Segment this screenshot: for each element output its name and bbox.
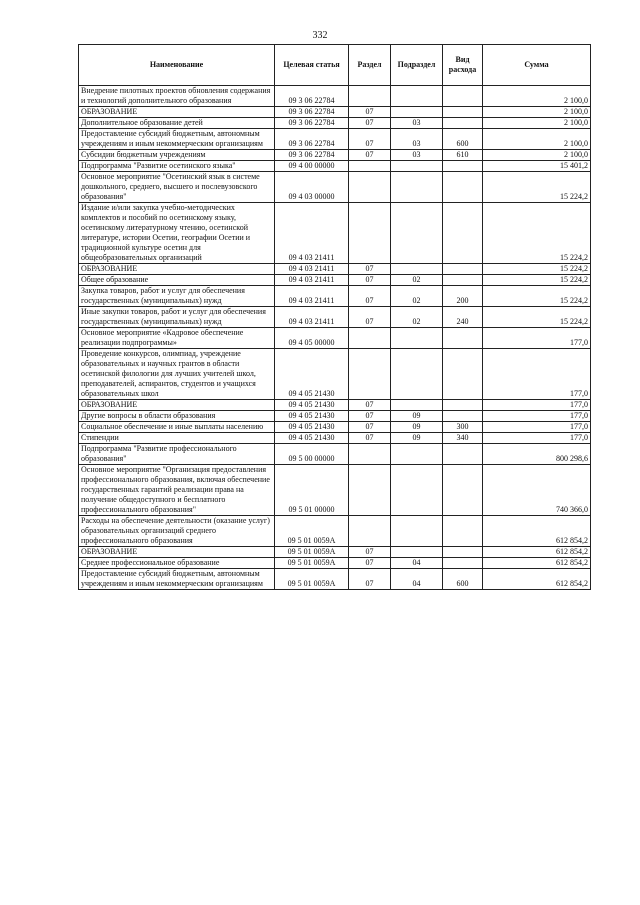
row-target-article: 09 3 06 22784: [275, 86, 349, 107]
row-sum: 800 298,6: [483, 444, 591, 465]
row-subsection: [391, 107, 443, 118]
row-expense-kind: [443, 118, 483, 129]
row-name: Проведение конкурсов, олимпиад, учреждение образовательных и научных грантов в области осетинской филологии для лучших учителей школ, преподавателей, аспирантов, студентов и учащихся образовательных школ: [79, 349, 275, 400]
row-sum: 2 100,0: [483, 118, 591, 129]
row-sum: 740 366,0: [483, 465, 591, 516]
row-subsection: [391, 349, 443, 400]
table-row: [79, 264, 591, 275]
header-article: Целевая статья: [275, 45, 349, 86]
row-name: Издание и/или закупка учебно-методических комплектов и пособий по осетинскому языку, осетинскому литературному чтению, осетинской литературе, истории Осетии, географии Осетии и традиционной культуре осетин для общеобразовательных организаций: [79, 203, 275, 264]
row-name: ОБРАЗОВАНИЕ: [79, 400, 275, 411]
row-expense-kind: 240: [443, 307, 483, 328]
row-name: Иные закупки товаров, работ и услуг для обеспечения государственных (муниципальных) нужд: [79, 307, 275, 328]
row-section: 07: [349, 307, 391, 328]
row-name: Предоставление субсидий бюджетным, автономным учреждениям и иным некоммерческим организациям: [79, 129, 275, 150]
table-row: [79, 411, 591, 422]
row-name: Дополнительное образование детей: [79, 118, 275, 129]
row-sum: 15 224,2: [483, 286, 591, 307]
row-section: 07: [349, 129, 391, 150]
row-name: ОБРАЗОВАНИЕ: [79, 264, 275, 275]
row-subsection: 09: [391, 422, 443, 433]
row-target-article: 09 5 01 0059А: [275, 558, 349, 569]
row-expense-kind: [443, 264, 483, 275]
row-sum: 15 224,2: [483, 264, 591, 275]
table-row: [79, 86, 591, 107]
row-subsection: [391, 86, 443, 107]
row-expense-kind: [443, 547, 483, 558]
table-row: [79, 547, 591, 558]
row-section: 07: [349, 433, 391, 444]
row-target-article: 09 3 06 22784: [275, 107, 349, 118]
row-target-article: 09 4 03 00000: [275, 172, 349, 203]
header-name: Наименование: [79, 45, 275, 86]
budget-table: [78, 44, 591, 590]
row-expense-kind: [443, 444, 483, 465]
row-subsection: 02: [391, 275, 443, 286]
row-subsection: 09: [391, 433, 443, 444]
row-target-article: 09 5 01 0059А: [275, 547, 349, 558]
row-subsection: 03: [391, 129, 443, 150]
row-target-article: 09 5 01 0059А: [275, 516, 349, 547]
table-row: [79, 129, 591, 150]
row-name: Стипендии: [79, 433, 275, 444]
row-target-article: 09 3 06 22784: [275, 129, 349, 150]
row-target-article: 09 4 03 21411: [275, 286, 349, 307]
row-name: Расходы на обеспечение деятельности (оказание услуг) образовательных организаций среднего профессионального образования: [79, 516, 275, 547]
table-row: [79, 203, 591, 264]
row-section: [349, 444, 391, 465]
row-sum: 15 224,2: [483, 307, 591, 328]
row-sum: 177,0: [483, 411, 591, 422]
row-name: Подпрограмма "Развитие осетинского языка": [79, 161, 275, 172]
row-expense-kind: 600: [443, 569, 483, 590]
table-row: [79, 307, 591, 328]
row-subsection: [391, 516, 443, 547]
row-subsection: [391, 400, 443, 411]
row-subsection: [391, 444, 443, 465]
row-name: Другие вопросы в области образования: [79, 411, 275, 422]
row-target-article: 09 4 05 21430: [275, 433, 349, 444]
row-sum: 2 100,0: [483, 150, 591, 161]
row-sum: 2 100,0: [483, 86, 591, 107]
row-expense-kind: 600: [443, 129, 483, 150]
row-section: 07: [349, 400, 391, 411]
row-sum: 15 224,2: [483, 203, 591, 264]
row-sum: 15 224,2: [483, 275, 591, 286]
row-expense-kind: [443, 275, 483, 286]
row-expense-kind: 340: [443, 433, 483, 444]
row-subsection: [391, 328, 443, 349]
row-expense-kind: 610: [443, 150, 483, 161]
row-sum: 15 401,2: [483, 161, 591, 172]
row-subsection: 09: [391, 411, 443, 422]
row-section: [349, 203, 391, 264]
table-row: [79, 172, 591, 203]
table-row: [79, 118, 591, 129]
row-sum: 612 854,2: [483, 569, 591, 590]
row-name: Основное мероприятие «Кадровое обеспечение реализации подпрограммы»: [79, 328, 275, 349]
row-expense-kind: 300: [443, 422, 483, 433]
table-row: [79, 400, 591, 411]
row-section: 07: [349, 264, 391, 275]
row-name: Социальное обеспечение и иные выплаты населению: [79, 422, 275, 433]
row-sum: 612 854,2: [483, 558, 591, 569]
row-target-article: 09 4 03 21411: [275, 203, 349, 264]
row-subsection: [391, 465, 443, 516]
row-target-article: 09 5 01 00000: [275, 465, 349, 516]
row-target-article: 09 4 03 21411: [275, 275, 349, 286]
row-expense-kind: [443, 161, 483, 172]
row-subsection: 04: [391, 569, 443, 590]
row-target-article: 09 3 06 22784: [275, 150, 349, 161]
row-name: ОБРАЗОВАНИЕ: [79, 547, 275, 558]
row-section: 07: [349, 569, 391, 590]
row-sum: 177,0: [483, 400, 591, 411]
header-section: Раздел: [349, 45, 391, 86]
row-subsection: 02: [391, 307, 443, 328]
row-expense-kind: [443, 516, 483, 547]
row-section: 07: [349, 275, 391, 286]
row-expense-kind: [443, 328, 483, 349]
row-target-article: 09 5 00 00000: [275, 444, 349, 465]
row-sum: 612 854,2: [483, 547, 591, 558]
row-target-article: 09 3 06 22784: [275, 118, 349, 129]
table-row: [79, 275, 591, 286]
row-sum: 612 854,2: [483, 516, 591, 547]
row-section: [349, 465, 391, 516]
row-name: ОБРАЗОВАНИЕ: [79, 107, 275, 118]
row-expense-kind: [443, 349, 483, 400]
row-subsection: [391, 547, 443, 558]
row-expense-kind: 200: [443, 286, 483, 307]
row-target-article: 09 4 05 21430: [275, 349, 349, 400]
row-subsection: [391, 172, 443, 203]
row-sum: 177,0: [483, 433, 591, 444]
header-row: [79, 45, 591, 86]
row-sum: 177,0: [483, 328, 591, 349]
row-section: 07: [349, 118, 391, 129]
row-expense-kind: [443, 107, 483, 118]
row-section: 07: [349, 286, 391, 307]
row-name: Закупка товаров, работ и услуг для обеспечения государственных (муниципальных) нужд: [79, 286, 275, 307]
row-subsection: 04: [391, 558, 443, 569]
table-row: [79, 569, 591, 590]
row-sum: 15 224,2: [483, 172, 591, 203]
table-row: [79, 161, 591, 172]
row-expense-kind: [443, 411, 483, 422]
row-section: [349, 86, 391, 107]
table-row: [79, 433, 591, 444]
row-name: Основное мероприятие "Организация предоставления профессионального образования, включая обеспечение государственных гарантий реализации права на получение общедоступного и бесплатного профессионального образования": [79, 465, 275, 516]
row-target-article: 09 4 03 21411: [275, 307, 349, 328]
row-subsection: [391, 264, 443, 275]
row-sum: 2 100,0: [483, 129, 591, 150]
table-body: [79, 86, 591, 590]
row-sum: 2 100,0: [483, 107, 591, 118]
row-section: [349, 172, 391, 203]
table-row: [79, 328, 591, 349]
row-section: [349, 328, 391, 349]
row-target-article: 09 4 05 21430: [275, 411, 349, 422]
row-sum: 177,0: [483, 349, 591, 400]
header-sum: Сумма: [483, 45, 591, 86]
row-subsection: 03: [391, 118, 443, 129]
row-section: 07: [349, 150, 391, 161]
table-row: [79, 465, 591, 516]
table-row: [79, 349, 591, 400]
row-section: 07: [349, 547, 391, 558]
table-row: [79, 150, 591, 161]
row-name: Среднее профессиональное образование: [79, 558, 275, 569]
row-name: Предоставление субсидий бюджетным, автономным учреждениям и иным некоммерческим организациям: [79, 569, 275, 590]
row-subsection: [391, 203, 443, 264]
table-row: [79, 286, 591, 307]
row-target-article: 09 5 01 0059А: [275, 569, 349, 590]
row-target-article: 09 4 03 21411: [275, 264, 349, 275]
row-subsection: 02: [391, 286, 443, 307]
row-name: Субсидии бюджетным учреждениям: [79, 150, 275, 161]
row-section: 07: [349, 422, 391, 433]
row-target-article: 09 4 05 21430: [275, 422, 349, 433]
row-section: [349, 349, 391, 400]
row-name: Подпрограмма "Развитие профессионального образования": [79, 444, 275, 465]
row-expense-kind: [443, 172, 483, 203]
row-target-article: 09 4 05 00000: [275, 328, 349, 349]
row-expense-kind: [443, 86, 483, 107]
header-subsection: Подраздел: [391, 45, 443, 86]
row-name: Общее образование: [79, 275, 275, 286]
row-target-article: 09 4 05 21430: [275, 400, 349, 411]
row-section: [349, 516, 391, 547]
table-row: [79, 444, 591, 465]
row-expense-kind: [443, 203, 483, 264]
row-section: 07: [349, 107, 391, 118]
header-kind: Вид расхода: [443, 45, 483, 86]
row-expense-kind: [443, 558, 483, 569]
row-sum: 177,0: [483, 422, 591, 433]
table-row: [79, 422, 591, 433]
table-row: [79, 516, 591, 547]
row-section: 07: [349, 411, 391, 422]
row-expense-kind: [443, 400, 483, 411]
row-section: 07: [349, 558, 391, 569]
table-row: [79, 558, 591, 569]
row-subsection: 03: [391, 150, 443, 161]
row-subsection: [391, 161, 443, 172]
row-section: [349, 161, 391, 172]
table-row: [79, 107, 591, 118]
row-target-article: 09 4 00 00000: [275, 161, 349, 172]
page-number: 332: [312, 30, 328, 41]
row-name: Внедрение пилотных проектов обновления содержания и технологий дополнительного образования: [79, 86, 275, 107]
row-expense-kind: [443, 465, 483, 516]
row-name: Основное мероприятие "Осетинский язык в системе дошкольного, среднего, высшего и послевузовского образования": [79, 172, 275, 203]
